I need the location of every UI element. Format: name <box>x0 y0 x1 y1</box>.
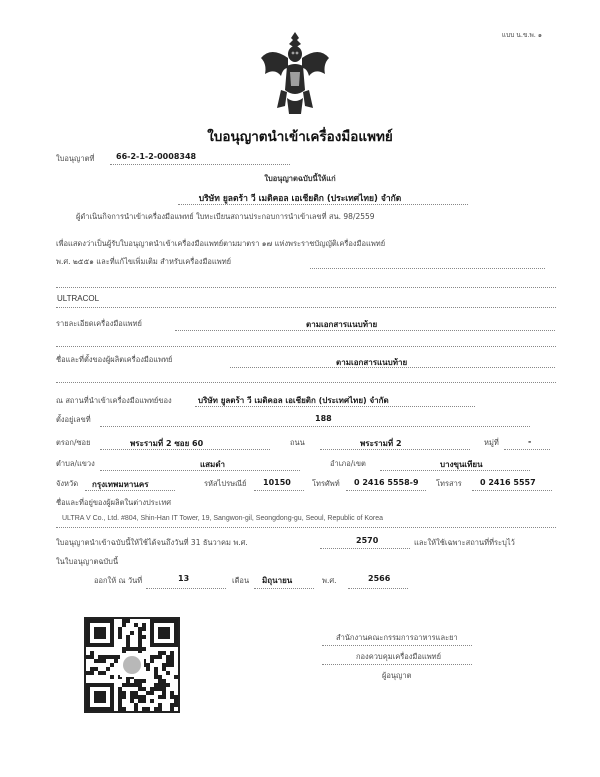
garuda-emblem <box>257 28 333 118</box>
valid-line2: ในใบอนุญาตฉบับนี้ <box>56 557 119 566</box>
district-label: อำเภอ/เขต <box>330 459 366 468</box>
manufacturer-label: ชื่อและที่อยู่ของผู้ผลิตในต่างประเทศ <box>56 498 172 507</box>
street-value: พระรามที่ 2 <box>360 439 402 448</box>
license-number: 66-2-1-2-0008348 <box>116 152 197 161</box>
conditions-text-1: เพื่อแสดงว่าเป็นผู้รับใบอนุญาตนำเข้าเครื่องมือแพทย์ตามมาตรา ๑๗ แห่งพระราชบัญญัติเครื่องมือแพทย์ <box>56 239 386 248</box>
issue-year-label: พ.ศ. <box>322 576 337 585</box>
establishment-text: ผู้ดำเนินกิจการนำเข้าเครื่องมือแพทย์ ใบทะเบียนสถานประกอบการนำเข้าเลขที่ สน. 98/2559 <box>76 212 375 221</box>
phone-label: โทรศัพท์ <box>312 479 340 488</box>
issue-month-label: เดือน <box>232 576 250 585</box>
place-company: บริษัท ยูลตร้า วี เมดิคอล เอเชียติก (ประเทศไทย) จำกัด <box>198 396 389 405</box>
moo-label: หมู่ที่ <box>484 438 499 447</box>
valid-tail: และให้ใช้เฉพาะสถานที่ที่ระบุไว้ <box>414 538 515 547</box>
street-label: ถนน <box>290 438 305 447</box>
subdistrict-label: ตำบล/แขวง <box>56 459 95 468</box>
issue-year: 2566 <box>368 574 391 583</box>
valid-label: ใบอนุญาตนำเข้าฉบับนี้ให้ใช้ได้จนถึงวันที่ 31 ธันวาคม พ.ศ. <box>56 538 248 547</box>
issue-day: 13 <box>178 574 190 583</box>
signer-line1: สำนักงานคณะกรรมการอาหารและยา <box>336 633 458 642</box>
fax-value: 0 2416 5557 <box>480 478 536 487</box>
license-label: ใบอนุญาตที่ <box>56 154 95 163</box>
holder-label: ใบอนุญาตฉบับนี้ให้แก่ <box>264 174 336 183</box>
page-title: ใบอนุญาตนำเข้าเครื่องมือแพทย์ <box>207 129 393 145</box>
address-no: 188 <box>315 414 332 423</box>
province-value: กรุงเทพมหานคร <box>92 480 149 489</box>
district-value: บางขุนเทียน <box>440 460 483 469</box>
model-label: ชื่อและที่ตั้งของผู้ผลิตเครื่องมือแพทย์ <box>56 355 173 364</box>
fax-label: โทรสาร <box>436 479 462 488</box>
postcode-value: 10150 <box>263 478 291 487</box>
manufacturer-value: ULTRA V Co., Ltd. #804, Shin-Han IT Tower, 19, Sangwon-gil, Seongdong-gu, Seoul, Republic of Korea <box>62 515 384 522</box>
issue-month: มิถุนายน <box>262 576 293 585</box>
moo-value: - <box>528 437 532 446</box>
phone-value: 0 2416 5558-9 <box>354 478 419 487</box>
place-label: ณ สถานที่นำเข้าเครื่องมือแพทย์ของ <box>56 396 172 405</box>
qr-code <box>84 617 180 713</box>
postcode-label: รหัสไปรษณีย์ <box>204 479 247 488</box>
province-label: จังหวัด <box>56 479 79 488</box>
signer-role: ผู้อนุญาต <box>382 671 412 680</box>
conditions-text-2: พ.ศ. ๒๕๕๑ และที่แก้ไขเพิ่มเติม สำหรับเครื่องมือแพทย์ <box>56 257 232 266</box>
form-code: แบบ น.ข.พ. ๑ <box>501 31 542 39</box>
valid-year: 2570 <box>356 536 379 545</box>
category-value: ตามเอกสารแนบท้าย <box>306 320 378 329</box>
address-no-label: ตั้งอยู่เลขที่ <box>56 415 91 424</box>
company-name: บริษัท ยูลตร้า วี เมดิคอล เอเชียติก (ประเทศไทย) จำกัด <box>198 194 402 204</box>
model-value: ตามเอกสารแนบท้าย <box>336 358 408 367</box>
category-label: รายละเอียดเครื่องมือแพทย์ <box>56 319 142 328</box>
road-value: พระรามที่ 2 ซอย 60 <box>130 439 204 448</box>
issue-label: ออกให้ ณ วันที่ <box>94 576 143 585</box>
signer-line2: กองควบคุมเครื่องมือแพทย์ <box>356 652 441 661</box>
subdistrict-value: แสมดำ <box>200 460 225 469</box>
road-label: ตรอก/ซอย <box>56 438 91 447</box>
device-name: ULTRACOL <box>57 294 100 303</box>
